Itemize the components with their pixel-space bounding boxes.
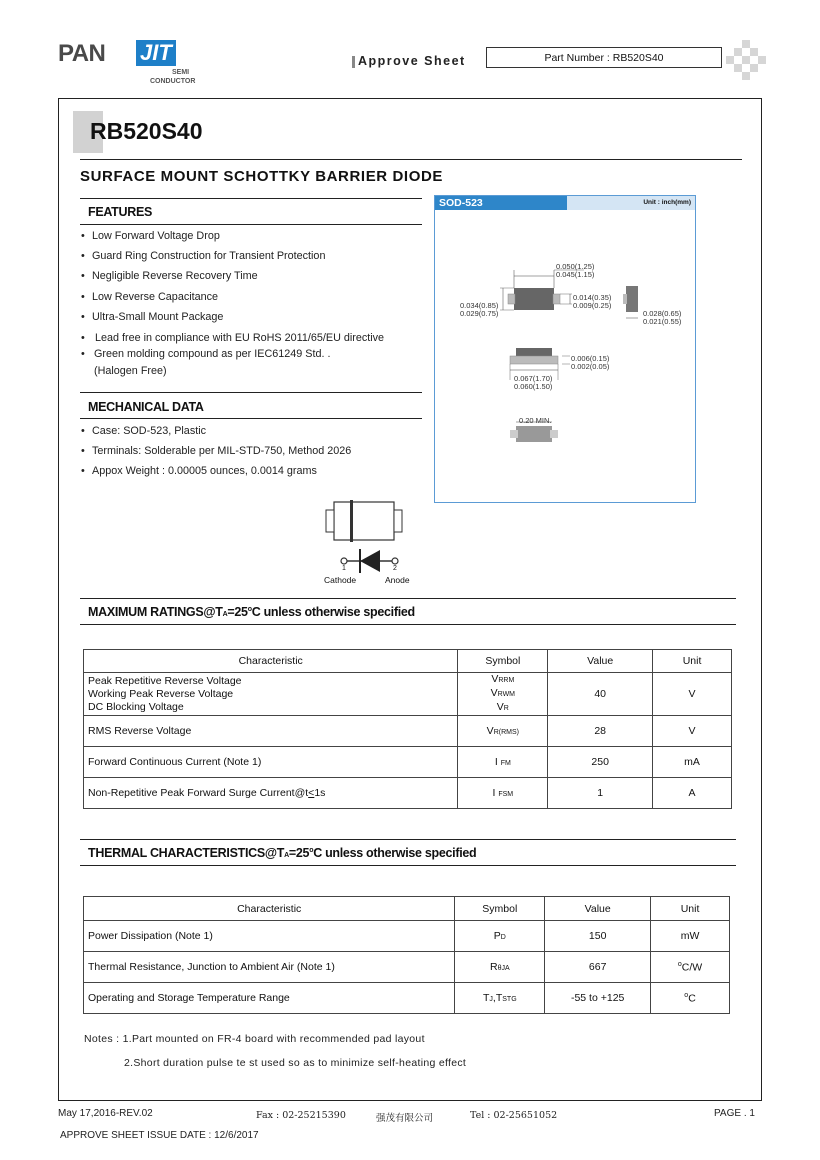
mech-rule-bottom	[80, 418, 422, 419]
pin1-number: 1	[342, 565, 346, 572]
max-ratings-heading: MAXIMUM $RATINGS@TA=25^oC$ unless otherwise specified	[88, 605, 415, 619]
table-row: RMS Reverse Voltage VR(RMS) 28 V	[84, 716, 732, 747]
feature-item: • Green molding compound as per IEC61249 Std. .	[81, 348, 331, 360]
ratings-rule-bottom	[80, 624, 736, 625]
approve-sheet-label: Approve Sheet	[358, 54, 466, 68]
table-row: Forward Continuous Current (Note 1) I FM 250 mA	[84, 747, 732, 778]
table-row: Peak Repetitive Reverse Voltage Working Peak Reverse Voltage DC Blocking Voltage VRRM VRWM VR 40 V	[84, 673, 732, 716]
footer-company: 强茂有限公司	[376, 1113, 434, 1124]
package-unit: Unit : inch(mm)	[567, 196, 695, 210]
package-drawing	[434, 210, 696, 502]
table-row: Operating and Storage Temperature Range TJ,TSTG -55 to +125 $^o$C	[84, 983, 730, 1014]
thermal-rule-top	[80, 839, 736, 840]
feature-item: • Guard Ring Construction for Transient Protection	[81, 250, 326, 262]
thermal-heading: THERMAL $CHARACTERISTICS@TA=25^oC$ unless otherwise specified	[88, 846, 477, 860]
anode-label: Anode	[385, 575, 410, 585]
dim-width-max: 0.050(1.25)	[556, 262, 595, 271]
mechanical-item: • Appox Weight : 0.00005 ounces, 0.0014 grams	[81, 465, 317, 477]
ratings-rule-top	[80, 598, 736, 599]
feature-item: • Negligible Reverse Recovery Time	[81, 270, 258, 282]
mechanical-item: • Case: SOD-523, Plastic	[81, 425, 207, 437]
mechanical-heading: MECHANICAL DATA	[88, 400, 204, 414]
note-1: Notes : 1.Part mounted on FR-4 board with recommended pad layout	[84, 1033, 425, 1045]
table-row: Power Dissipation (Note 1) PD 150 mW	[84, 921, 730, 952]
dim-lead-min: 0.009(0.25)	[573, 301, 612, 310]
dim-lead-max: 0.014(0.35)	[573, 293, 612, 302]
mech-rule-top	[80, 392, 422, 393]
dim-height-min: 0.029(0.75)	[460, 309, 499, 318]
package-name: SOD-523	[435, 196, 567, 210]
case-outline	[334, 502, 394, 540]
table-row: Thermal Resistance, Junction to Ambient Air (Note 1) RθJA 667 $^o$C/W	[84, 952, 730, 983]
feature-item: • Low Forward Voltage Drop	[81, 230, 220, 242]
body-top-view	[514, 288, 554, 310]
table-row: Non-Repetitive Peak Forward Surge Current@t<1s I FSM 1 A	[84, 778, 732, 809]
decorative-squares	[726, 40, 766, 80]
footer-fax: Fax : 02-25215390	[256, 1110, 346, 1121]
cathode-band	[350, 500, 353, 542]
footer-page: PAGE . 1	[714, 1108, 755, 1119]
page-subtitle: SURFACE MOUNT SCHOTTKY BARRIER DIODE	[80, 168, 444, 185]
dim-length-max: 0.067(1.70)	[514, 374, 553, 383]
dim-thickness-max: 0.006(0.15)	[571, 354, 610, 363]
dim-length-min: 0.060(1.50)	[514, 382, 553, 391]
dim-side-max: 0.028(0.65)	[643, 309, 682, 318]
part-number-box: Part Number : RB520S40	[486, 47, 722, 68]
features-rule-top	[80, 198, 422, 199]
panjit-logo	[58, 40, 196, 86]
cathode-pin	[341, 558, 347, 564]
max-ratings-table	[83, 649, 732, 809]
dim-thickness-min: 0.002(0.05)	[571, 362, 610, 371]
thermal-table	[83, 896, 730, 1014]
page-title: RB520S40	[90, 118, 203, 144]
dim-height-max: 0.034(0.85)	[460, 301, 499, 310]
title-divider	[80, 159, 742, 160]
logo-pan-text: PAN	[58, 40, 106, 67]
dim-min: 0.20 MIN.	[519, 416, 552, 425]
footer-tel: Tel : 02-25651052	[470, 1110, 558, 1121]
table-header-row: Characteristic Symbol Value Unit	[84, 897, 730, 921]
anode-pin	[392, 558, 398, 564]
note-2: 2.Short duration pulse te st used so as to minimize self-heating effect	[124, 1057, 467, 1069]
feature-item: • Lead free in compliance with EU RoHS 2011/65/EU directive	[81, 332, 385, 344]
mechanical-item: • Terminals: Solderable per MIL-STD-750, Method 2026	[81, 445, 352, 457]
feature-item: • Ultra-Small Mount Package	[81, 311, 224, 323]
feature-item-continued: (Halogen Free)	[94, 365, 167, 377]
footer-revision: May 17,2016-REV.02	[58, 1108, 153, 1119]
features-heading: FEATURES	[88, 205, 153, 219]
diode-triangle-icon	[360, 550, 380, 572]
footer-issue-date: APPROVE SHEET ISSUE DATE : 12/6/2017	[60, 1130, 259, 1141]
pin2-number: 2	[393, 565, 397, 572]
cathode-label: Cathode	[324, 575, 357, 585]
dim-side-min: 0.021(0.55)	[643, 317, 682, 326]
logo-jit-text: JIT	[136, 40, 176, 66]
logo-semiconductor: SEMI CONDUCTOR	[150, 69, 196, 85]
table-header-row: Characteristic Symbol Value Unit	[84, 650, 732, 673]
feature-item: • Low Reverse Capacitance	[81, 291, 219, 303]
thermal-rule-bottom	[80, 865, 736, 866]
dim-width-min: 0.045(1.15)	[556, 270, 595, 279]
features-rule-bottom	[80, 224, 422, 225]
